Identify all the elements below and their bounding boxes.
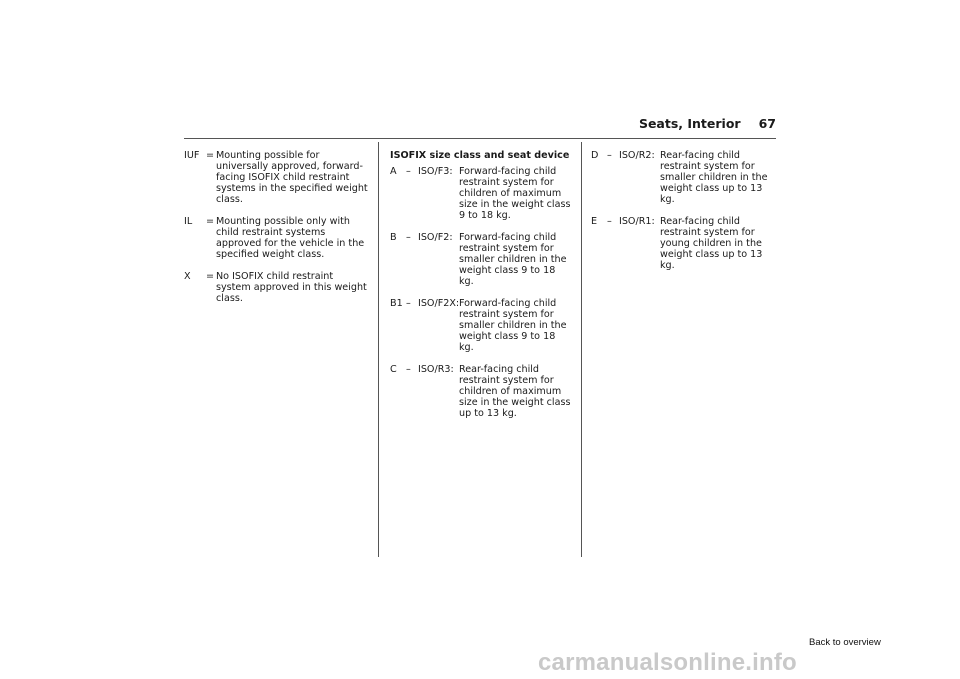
definition-key: IUF — [184, 150, 200, 161]
iso-code: ISO/F2: — [418, 232, 453, 243]
page-header — [639, 116, 776, 131]
class-sep: – — [607, 216, 612, 227]
class-sep: – — [406, 232, 411, 243]
iso-code: ISO/F3: — [418, 166, 453, 177]
iso-code: ISO/R1: — [619, 216, 655, 227]
size-class-column-continued — [591, 150, 775, 282]
size-class-column — [390, 150, 572, 430]
column-divider-1 — [378, 142, 379, 557]
size-class-a — [390, 166, 572, 221]
class-code: B1 — [390, 298, 403, 309]
class-description: Forward-facing child restraint system for children of maximum size in the weight class 9 to 18 kg. — [459, 166, 571, 221]
class-description: Rear-facing child restraint system for young children in the weight class up to 13 kg. — [660, 216, 763, 271]
size-class-c — [390, 364, 572, 419]
definition-text: Mounting possible only with child restraint systems approved for the vehicle in the specified weight class. — [216, 216, 365, 260]
class-code: B — [390, 232, 397, 243]
size-class-b1 — [390, 298, 572, 353]
definition-sep: = — [206, 150, 215, 161]
class-sep: – — [406, 298, 411, 309]
definition-key: X — [184, 271, 191, 282]
definition-iuf — [184, 150, 370, 205]
class-description: Forward-facing child restraint system for smaller children in the weight class 9 to 18 kg. — [459, 232, 567, 287]
iso-code: ISO/R2: — [619, 150, 655, 161]
definition-il — [184, 216, 370, 260]
watermark: carmanualsonline.info — [538, 649, 797, 676]
class-description: Forward-facing child restraint system for smaller children in the weight class 9 to 18 kg. — [459, 298, 567, 353]
header-rule — [184, 138, 776, 139]
size-class-e — [591, 216, 775, 271]
definition-sep: = — [206, 271, 215, 282]
class-code: C — [390, 364, 397, 375]
class-code: E — [591, 216, 598, 227]
definition-x — [184, 271, 370, 304]
iso-code: ISO/R3: — [418, 364, 454, 375]
size-class-b — [390, 232, 572, 287]
class-code: D — [591, 150, 599, 161]
class-description: Rear-facing child restraint system for smaller children in the weight class up to 13 kg. — [660, 150, 768, 205]
section-title: Seats, Interior — [638, 116, 741, 131]
class-sep: – — [406, 364, 411, 375]
class-code: A — [390, 166, 397, 177]
definition-sep: = — [206, 216, 215, 227]
definition-text: No ISOFIX child restraint system approved in this weight class. — [216, 271, 367, 304]
definitions-column — [184, 150, 370, 315]
page-number: 67 — [758, 116, 776, 131]
column-divider-2 — [581, 142, 582, 557]
class-sep: – — [607, 150, 612, 161]
size-class-heading: ISOFIX size class and seat device — [390, 150, 570, 161]
back-to-overview-link[interactable]: Back to overview — [809, 637, 881, 648]
definition-key: IL — [184, 216, 193, 227]
class-sep: – — [406, 166, 411, 177]
size-class-d — [591, 150, 775, 205]
iso-code: ISO/F2X: — [418, 298, 460, 309]
class-description: Rear-facing child restraint system for children of maximum size in the weight class up to 13 kg. — [459, 364, 571, 419]
definition-text: Mounting possible for universally approved, forward-facing ISOFIX child restraint systems in the specified weight class. — [216, 150, 368, 205]
